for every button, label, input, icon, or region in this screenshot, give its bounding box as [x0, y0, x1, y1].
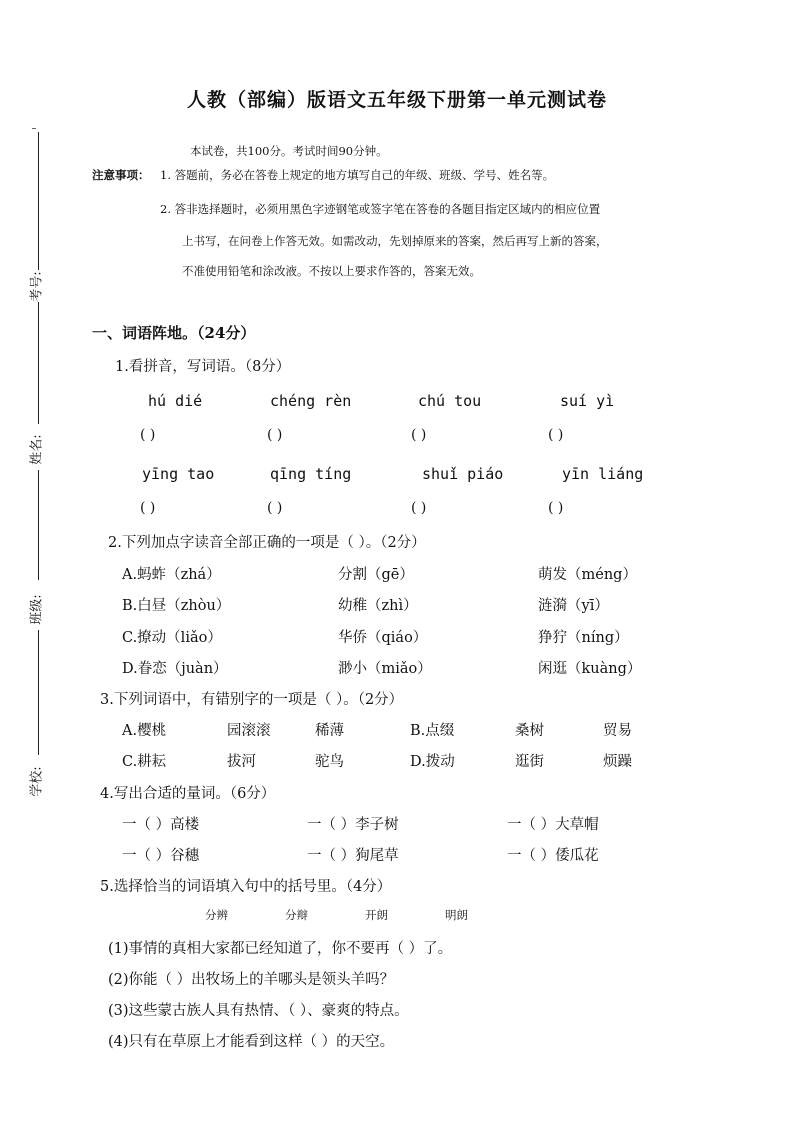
q3-option[interactable]: C.耕耘 — [122, 754, 167, 770]
answer-blank[interactable]: ( ) — [267, 427, 283, 443]
q2-option-word: 萌发（méng） — [538, 567, 637, 583]
measure-word-blank[interactable]: 一（ ）李子树 — [307, 817, 399, 833]
margin-xuexiao-label: 学校: — [29, 766, 45, 797]
measure-word-blank[interactable]: 一（ ）倭瓜花 — [507, 848, 599, 864]
answer-blank[interactable]: ( ) — [411, 500, 427, 516]
pinyin-item: chéng rèn — [270, 392, 352, 410]
q2-option[interactable]: A.蚂蚱（zhá） — [122, 567, 221, 583]
q5-title: 5.选择恰当的词语填入句中的括号里。（4分） — [100, 879, 392, 895]
margin-tick — [32, 128, 36, 132]
margin-line — [38, 302, 39, 424]
margin-line — [38, 132, 39, 270]
q3-option-word: 桑树 — [515, 723, 544, 739]
q1-title: 1.看拼音，写词语。（8分） — [115, 359, 291, 375]
q2-option-word: 幼稚（zhì） — [338, 598, 418, 614]
q5-sentence[interactable]: (2)你能（ ）出牧场上的羊哪头是领头羊吗？ — [108, 972, 395, 988]
measure-word-blank[interactable]: 一（ ）高楼 — [122, 817, 200, 833]
q5-sentence[interactable]: (1)事情的真相大家都已经知道了，你不要再（ ）了。 — [108, 941, 453, 957]
q3-option-word: 园滚滚 — [227, 723, 271, 739]
answer-blank[interactable]: ( ) — [267, 500, 283, 516]
measure-word-blank[interactable]: 一（ ）谷穗 — [122, 848, 200, 864]
q2-option[interactable]: D.眷恋（juàn） — [122, 661, 228, 677]
margin-kaohao-label: 考号: — [29, 271, 45, 302]
margin-line — [38, 630, 39, 755]
margin-line — [38, 470, 39, 580]
q3-option[interactable]: D.拨动 — [410, 754, 455, 770]
q3-option-word: 贸易 — [603, 723, 632, 739]
pinyin-item: suí yì — [560, 392, 615, 410]
measure-word-blank[interactable]: 一（ ）大草帽 — [507, 817, 599, 833]
pinyin-item: chú tou — [418, 392, 482, 410]
q4-title: 4.写出合适的量词。（6分） — [100, 786, 276, 802]
margin-xingming-label: 姓名: — [29, 434, 45, 465]
q3-option-word: 拔河 — [227, 754, 256, 770]
note-2-line-3: 不准使用铅笔和涂改液。不按以上要求作答的，答案无效。 — [182, 264, 481, 278]
answer-blank[interactable]: ( ) — [548, 500, 564, 516]
answer-blank[interactable]: ( ) — [140, 500, 156, 516]
answer-blank[interactable]: ( ) — [548, 427, 564, 443]
q2-option-word: 渺小（miǎo） — [338, 661, 432, 677]
q2-title: 2.下列加点字读音全部正确的一项是（ ）。（2分） — [108, 535, 426, 551]
q2-option-word: 闲逛（kuàng） — [538, 661, 642, 677]
q2-option-word: 华侨（qiáo） — [338, 630, 428, 646]
note-2-line-1: 2. 答非选择题时，必须用黑色字迹钢笔或签字笔在答卷的各题目指定区域内的相应位置 — [160, 202, 601, 216]
pinyin-item: yīng tao — [142, 465, 215, 483]
word-choice: 明朗 — [445, 908, 468, 922]
q3-option[interactable]: B.点缀 — [410, 723, 455, 739]
intro-text: 本试卷，共100分。考试时间90分钟。 — [190, 144, 388, 158]
q2-option-word: 涟漪（yī） — [538, 598, 609, 614]
section-1-heading: 一、词语阵地。（24分） — [92, 324, 256, 342]
q5-sentence[interactable]: (3)这些蒙古族人具有热情、（ ）、豪爽的特点。 — [108, 1003, 409, 1019]
q2-option-word: 分割（gē） — [338, 567, 414, 583]
q3-title: 3.下列词语中，有错别字的一项是（ ）。（2分） — [100, 692, 404, 708]
pinyin-item: qīng tíng — [270, 465, 352, 483]
answer-blank[interactable]: ( ) — [411, 427, 427, 443]
pinyin-item: hú dié — [148, 392, 203, 410]
page-title: 人教（部编）版语文五年级下册第一单元测试卷 — [186, 89, 607, 111]
q5-sentence[interactable]: (4)只有在草原上才能看到这样（ ）的天空。 — [108, 1034, 395, 1050]
q2-option[interactable]: B.白昼（zhòu） — [122, 598, 231, 614]
pinyin-item: shuǐ piáo — [422, 465, 504, 483]
measure-word-blank[interactable]: 一（ ）狗尾草 — [307, 848, 399, 864]
q3-option-word: 烦躁 — [603, 754, 632, 770]
answer-blank[interactable]: ( ) — [140, 427, 156, 443]
word-choice: 分辩 — [285, 908, 308, 922]
word-choice: 分辨 — [205, 908, 228, 922]
margin-banji-label: 班级: — [29, 594, 45, 625]
q2-option-word: 狰狞（níng） — [538, 630, 629, 646]
q3-option-word: 驼鸟 — [315, 754, 344, 770]
q3-option-word: 稀薄 — [315, 723, 344, 739]
pinyin-item: yīn liáng — [562, 465, 644, 483]
q2-option[interactable]: C.撩动（liǎo） — [122, 630, 222, 646]
note-1: 1. 答题前，务必在答卷上规定的地方填写自己的年级、班级、学号、姓名等。 — [160, 168, 555, 182]
q3-option-word: 逛街 — [515, 754, 544, 770]
notes-label: 注意事项： — [92, 168, 150, 182]
q3-option[interactable]: A.樱桃 — [122, 723, 167, 739]
note-2-line-2: 上书写，在问卷上作答无效。如需改动，先划掉原来的答案，然后再写上新的答案， — [182, 234, 608, 248]
word-choice: 开朗 — [365, 908, 388, 922]
